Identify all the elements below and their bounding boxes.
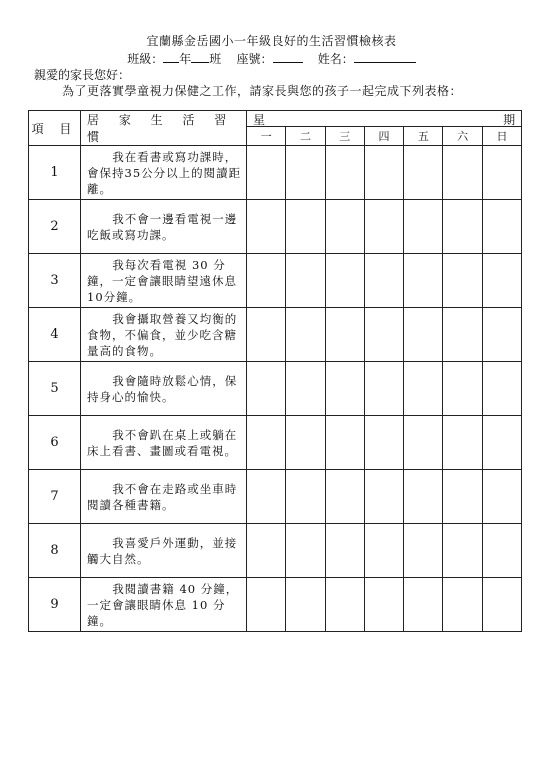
table-row <box>29 470 522 524</box>
row-number: 6 <box>29 416 81 470</box>
day-header: 一 <box>247 127 286 146</box>
check-cell[interactable] <box>482 470 521 524</box>
check-cell[interactable] <box>286 254 325 308</box>
check-cell[interactable] <box>443 254 482 308</box>
day-header: 六 <box>443 127 482 146</box>
table-row <box>29 308 522 362</box>
check-cell[interactable] <box>364 362 403 416</box>
check-cell[interactable] <box>404 470 443 524</box>
check-cell[interactable] <box>404 416 443 470</box>
table-row <box>29 254 522 308</box>
check-cell[interactable] <box>364 524 403 578</box>
check-cell[interactable] <box>482 416 521 470</box>
name-blank[interactable] <box>354 50 416 63</box>
check-cell[interactable] <box>404 146 443 200</box>
row-number: 9 <box>29 578 81 632</box>
check-cell[interactable] <box>325 362 364 416</box>
name-label: 姓名： <box>317 52 354 66</box>
check-cell[interactable] <box>443 470 482 524</box>
row-number: 5 <box>29 362 81 416</box>
check-cell[interactable] <box>247 578 286 632</box>
check-cell[interactable] <box>286 416 325 470</box>
day-header: 日 <box>482 127 521 146</box>
check-cell[interactable] <box>443 416 482 470</box>
intro-text: 為了更落實學童視力保健之工作，請家長與您的孩子一起完成下列表格： <box>62 84 463 98</box>
check-cell[interactable] <box>247 362 286 416</box>
check-cell[interactable] <box>247 308 286 362</box>
habit-description: 我會隨時放鬆心情，保持身心的愉快。 <box>81 362 247 416</box>
check-cell[interactable] <box>325 200 364 254</box>
student-info-line <box>0 50 543 67</box>
table-row <box>29 416 522 470</box>
check-cell[interactable] <box>482 200 521 254</box>
check-cell[interactable] <box>443 362 482 416</box>
check-cell[interactable] <box>247 416 286 470</box>
class-label: 班級： <box>127 52 164 66</box>
habit-description: 我每次看電視 30 分鐘，一定會讓眼睛望遠休息10分鐘。 <box>81 254 247 308</box>
habit-description: 我喜愛戶外運動，並接觸大自然。 <box>81 524 247 578</box>
check-cell[interactable] <box>404 200 443 254</box>
week-label-right: 期 <box>503 113 516 127</box>
check-cell[interactable] <box>247 200 286 254</box>
row-number: 1 <box>29 146 81 200</box>
check-cell[interactable] <box>443 578 482 632</box>
check-cell[interactable] <box>286 200 325 254</box>
check-cell[interactable] <box>247 524 286 578</box>
habit-description: 我會攝取營養又均衡的食物，不偏食，並少吃含糖量高的食物。 <box>81 308 247 362</box>
habit-description: 我在看書或寫功課時，會保持35公分以上的閱讀距離。 <box>81 146 247 200</box>
check-cell[interactable] <box>404 362 443 416</box>
row-number: 8 <box>29 524 81 578</box>
greeting: 親愛的家長您好： <box>34 68 131 82</box>
check-cell[interactable] <box>286 578 325 632</box>
habit-description: 我不會在走路或坐車時閱讀各種書籍。 <box>81 470 247 524</box>
check-cell[interactable] <box>364 578 403 632</box>
habit-checklist-table <box>28 110 522 632</box>
check-cell[interactable] <box>325 254 364 308</box>
habit-description: 我不會一邊看電視一邊吃飯或寫功課。 <box>81 200 247 254</box>
check-cell[interactable] <box>286 524 325 578</box>
check-cell[interactable] <box>482 146 521 200</box>
check-cell[interactable] <box>443 308 482 362</box>
check-cell[interactable] <box>482 524 521 578</box>
table-row <box>29 146 522 200</box>
check-cell[interactable] <box>286 470 325 524</box>
check-cell[interactable] <box>247 470 286 524</box>
check-cell[interactable] <box>364 254 403 308</box>
day-header: 四 <box>364 127 403 146</box>
table-row <box>29 578 522 632</box>
check-cell[interactable] <box>325 524 364 578</box>
check-cell[interactable] <box>364 470 403 524</box>
form-title: 宜蘭縣金岳國小一年級良好的生活習慣檢核表 <box>146 34 397 48</box>
check-cell[interactable] <box>247 254 286 308</box>
grade-label: 年 <box>179 52 192 66</box>
check-cell[interactable] <box>404 578 443 632</box>
check-cell[interactable] <box>247 146 286 200</box>
check-cell[interactable] <box>286 362 325 416</box>
class-blank[interactable] <box>191 50 209 63</box>
table-row <box>29 200 522 254</box>
check-cell[interactable] <box>286 146 325 200</box>
seat-label: 座號： <box>236 52 273 66</box>
check-cell[interactable] <box>404 254 443 308</box>
check-cell[interactable] <box>325 146 364 200</box>
col-habit-header: 居 家 生 活 習 慣 <box>81 111 247 146</box>
check-cell[interactable] <box>443 200 482 254</box>
col-item-header: 項 目 <box>29 111 81 146</box>
check-cell[interactable] <box>404 524 443 578</box>
check-cell[interactable] <box>364 416 403 470</box>
check-cell[interactable] <box>443 146 482 200</box>
check-cell[interactable] <box>482 254 521 308</box>
row-number: 3 <box>29 254 81 308</box>
check-cell[interactable] <box>443 524 482 578</box>
row-number: 7 <box>29 470 81 524</box>
day-header: 三 <box>325 127 364 146</box>
seat-blank[interactable] <box>273 50 303 63</box>
row-number: 4 <box>29 308 81 362</box>
table-row <box>29 362 522 416</box>
grade-blank[interactable] <box>163 50 179 63</box>
table-row <box>29 524 522 578</box>
check-cell[interactable] <box>364 308 403 362</box>
check-cell[interactable] <box>482 308 521 362</box>
check-cell[interactable] <box>482 578 521 632</box>
ban-label: 班 <box>209 52 222 66</box>
check-cell[interactable] <box>404 308 443 362</box>
check-cell[interactable] <box>325 416 364 470</box>
check-cell[interactable] <box>325 308 364 362</box>
check-cell[interactable] <box>286 308 325 362</box>
week-label-left: 星 <box>253 113 266 127</box>
row-number: 2 <box>29 200 81 254</box>
week-header <box>247 111 522 127</box>
day-header: 五 <box>404 127 443 146</box>
check-cell[interactable] <box>325 578 364 632</box>
check-cell[interactable] <box>325 470 364 524</box>
check-cell[interactable] <box>364 200 403 254</box>
check-cell[interactable] <box>482 362 521 416</box>
habit-description: 我閱讀書籍 40 分鐘，一定會讓眼睛休息 10 分鐘。 <box>81 578 247 632</box>
check-cell[interactable] <box>364 146 403 200</box>
day-header: 二 <box>286 127 325 146</box>
habit-description: 我不會趴在桌上或躺在床上看書、畫圖或看電視。 <box>81 416 247 470</box>
